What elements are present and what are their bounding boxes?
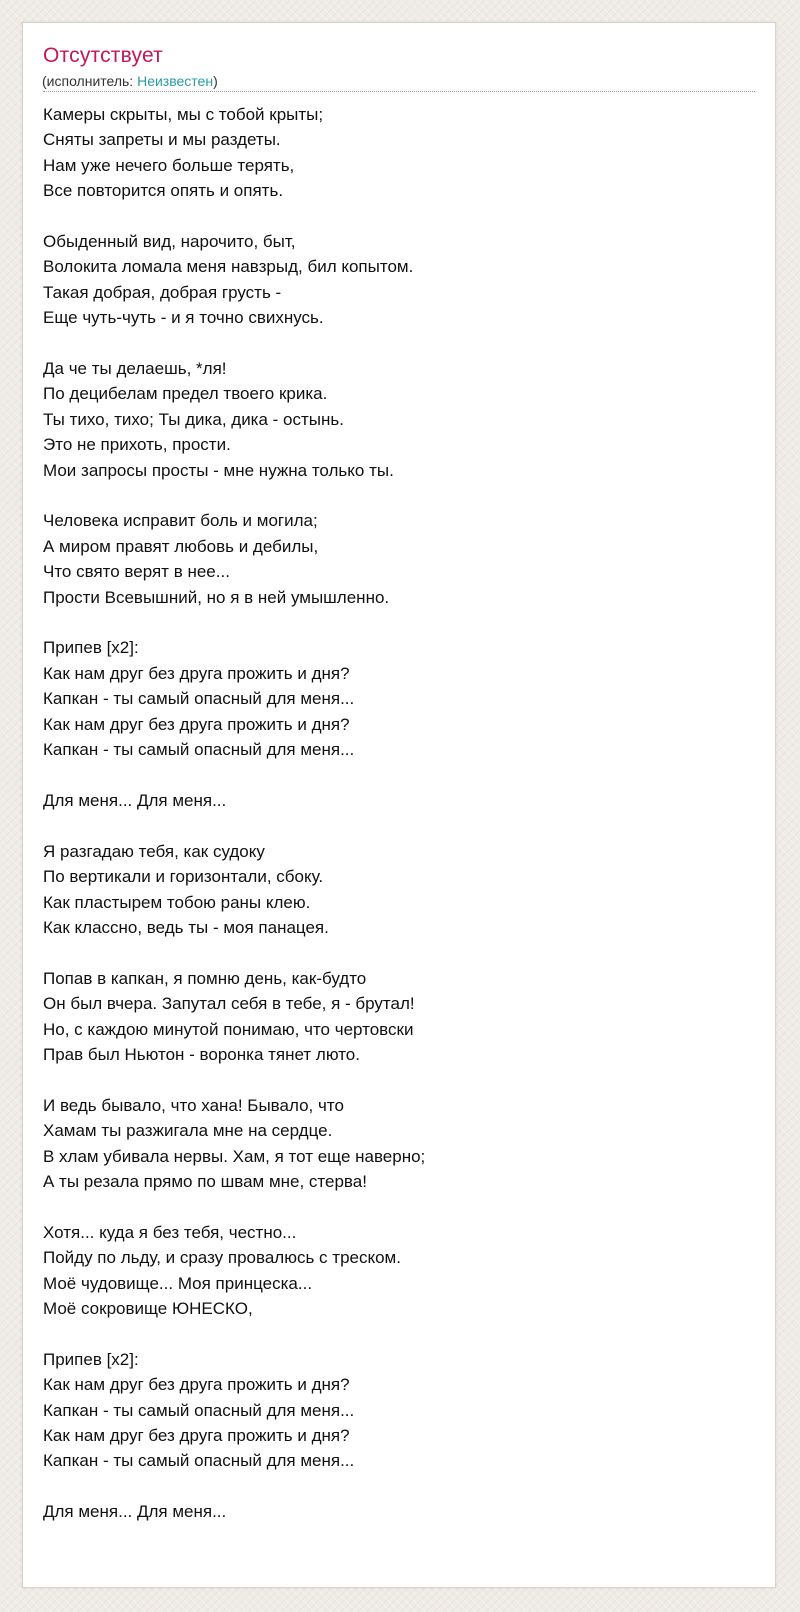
lyrics-card bbox=[22, 22, 776, 1588]
artist-suffix: ) bbox=[213, 73, 218, 89]
lyrics-stanza bbox=[43, 966, 743, 1068]
lyrics-line: Капкан - ты самый опасный для меня... bbox=[43, 1451, 355, 1471]
lyrics-line: Хотя... куда я без тебя, честно... bbox=[43, 1222, 297, 1242]
artist-prefix: (исполнитель: bbox=[42, 73, 138, 89]
lyrics-stanza bbox=[43, 635, 743, 762]
lyrics-line: Такая добрая, добрая грусть - bbox=[43, 282, 282, 302]
lyrics-stanza bbox=[43, 102, 743, 204]
lyrics-stanza bbox=[43, 839, 743, 941]
lyrics-line: Нам уже нечего больше терять, bbox=[43, 155, 295, 175]
lyrics-line: Сняты запреты и мы раздеты. bbox=[43, 130, 281, 150]
lyrics-line: Но, с каждою минутой понимаю, что чертовски bbox=[43, 1019, 414, 1039]
lyrics-line: Как пластырем тобою раны клею. bbox=[43, 892, 311, 912]
lyrics-line: Как нам друг без друга прожить и дня? bbox=[43, 714, 350, 734]
lyrics-stanza bbox=[43, 788, 743, 813]
title-separator bbox=[43, 91, 755, 92]
lyrics-line: Как классно, ведь ты - моя панацея. bbox=[43, 917, 329, 937]
lyrics-line: Как нам друг без друга прожить и дня? bbox=[43, 663, 350, 683]
lyrics-line: Как нам друг без друга прожить и дня? bbox=[43, 1425, 350, 1445]
lyrics-line: А миром правят любовь и дебилы, bbox=[43, 536, 319, 556]
artist-line bbox=[42, 72, 218, 90]
lyrics-stanza bbox=[43, 229, 743, 331]
lyrics-line: В хлам убивала нервы. Хам, я тот еще наверно; bbox=[43, 1146, 426, 1166]
lyrics-line: Что свято верят в нее... bbox=[43, 562, 230, 582]
lyrics-line: Хамам ты разжигала мне на сердце. bbox=[43, 1121, 333, 1141]
lyrics-line: Моё чудовище... Моя принцеска... bbox=[43, 1273, 313, 1293]
lyrics-stanza bbox=[43, 508, 743, 610]
lyrics-line: Припев [x2]: bbox=[43, 1349, 139, 1369]
lyrics-line: Ты тихо, тихо; Ты дика, дика - остынь. bbox=[43, 409, 344, 429]
lyrics-line: Камеры скрыты, мы с тобой крыты; bbox=[43, 105, 324, 124]
lyrics-line: Пойду по льду, и сразу провалюсь с треском. bbox=[43, 1248, 401, 1268]
lyrics-line: Припев [x2]: bbox=[43, 638, 139, 658]
lyrics-line: А ты резала прямо по швам мне, стерва! bbox=[43, 1171, 367, 1191]
lyrics-body bbox=[43, 102, 743, 1525]
lyrics-stanza bbox=[43, 1347, 743, 1474]
lyrics-line: Еще чуть-чуть - и я точно свихнусь. bbox=[43, 308, 324, 328]
lyrics-line: Для меня... Для меня... bbox=[43, 790, 227, 810]
lyrics-line: Да че ты делаешь, *ля! bbox=[43, 359, 227, 379]
lyrics-line: Прав был Ньютон - воронка тянет люто. bbox=[43, 1044, 360, 1064]
lyrics-line: Волокита ломала меня навзрыд, бил копытом. bbox=[43, 257, 414, 277]
lyrics-stanza bbox=[43, 356, 743, 483]
lyrics-line: Обыденный вид, нарочито, быт, bbox=[43, 232, 296, 252]
lyrics-line: По децибелам предел твоего крика. bbox=[43, 384, 328, 404]
lyrics-line: Моё сокровище ЮНЕСКО, bbox=[43, 1298, 253, 1318]
lyrics-line: По вертикали и горизонтали, сбоку. bbox=[43, 867, 324, 887]
lyrics-line: Прости Всевышний, но я в ней умышленно. bbox=[43, 587, 390, 607]
song-title: Отсутствует bbox=[43, 44, 163, 67]
lyrics-line: Капкан - ты самый опасный для меня... bbox=[43, 1400, 355, 1420]
lyrics-line: Все повторится опять и опять. bbox=[43, 181, 284, 201]
lyrics-line: Для меня... Для меня... bbox=[43, 1502, 227, 1522]
lyrics-stanza bbox=[43, 1220, 743, 1322]
lyrics-line: Попав в капкан, я помню день, как-будто bbox=[43, 968, 367, 988]
lyrics-line: Он был вчера. Запутал себя в тебе, я - брутал! bbox=[43, 994, 415, 1014]
lyrics-line: Мои запросы просты - мне нужна только ты. bbox=[43, 460, 394, 480]
lyrics-line: Человека исправит боль и могила; bbox=[43, 511, 318, 531]
lyrics-line: Я разгадаю тебя, как судоку bbox=[43, 841, 265, 861]
lyrics-stanza bbox=[43, 1093, 743, 1195]
lyrics-stanza bbox=[43, 1499, 743, 1524]
artist-link[interactable]: Неизвестен bbox=[137, 73, 214, 89]
lyrics-line: Капкан - ты самый опасный для меня... bbox=[43, 689, 355, 709]
lyrics-line: Это не прихоть, прости. bbox=[43, 435, 231, 455]
lyrics-line: И ведь бывало, что хана! Бывало, что bbox=[43, 1095, 344, 1115]
lyrics-line: Как нам друг без друга прожить и дня? bbox=[43, 1375, 350, 1395]
lyrics-line: Капкан - ты самый опасный для меня... bbox=[43, 740, 355, 760]
